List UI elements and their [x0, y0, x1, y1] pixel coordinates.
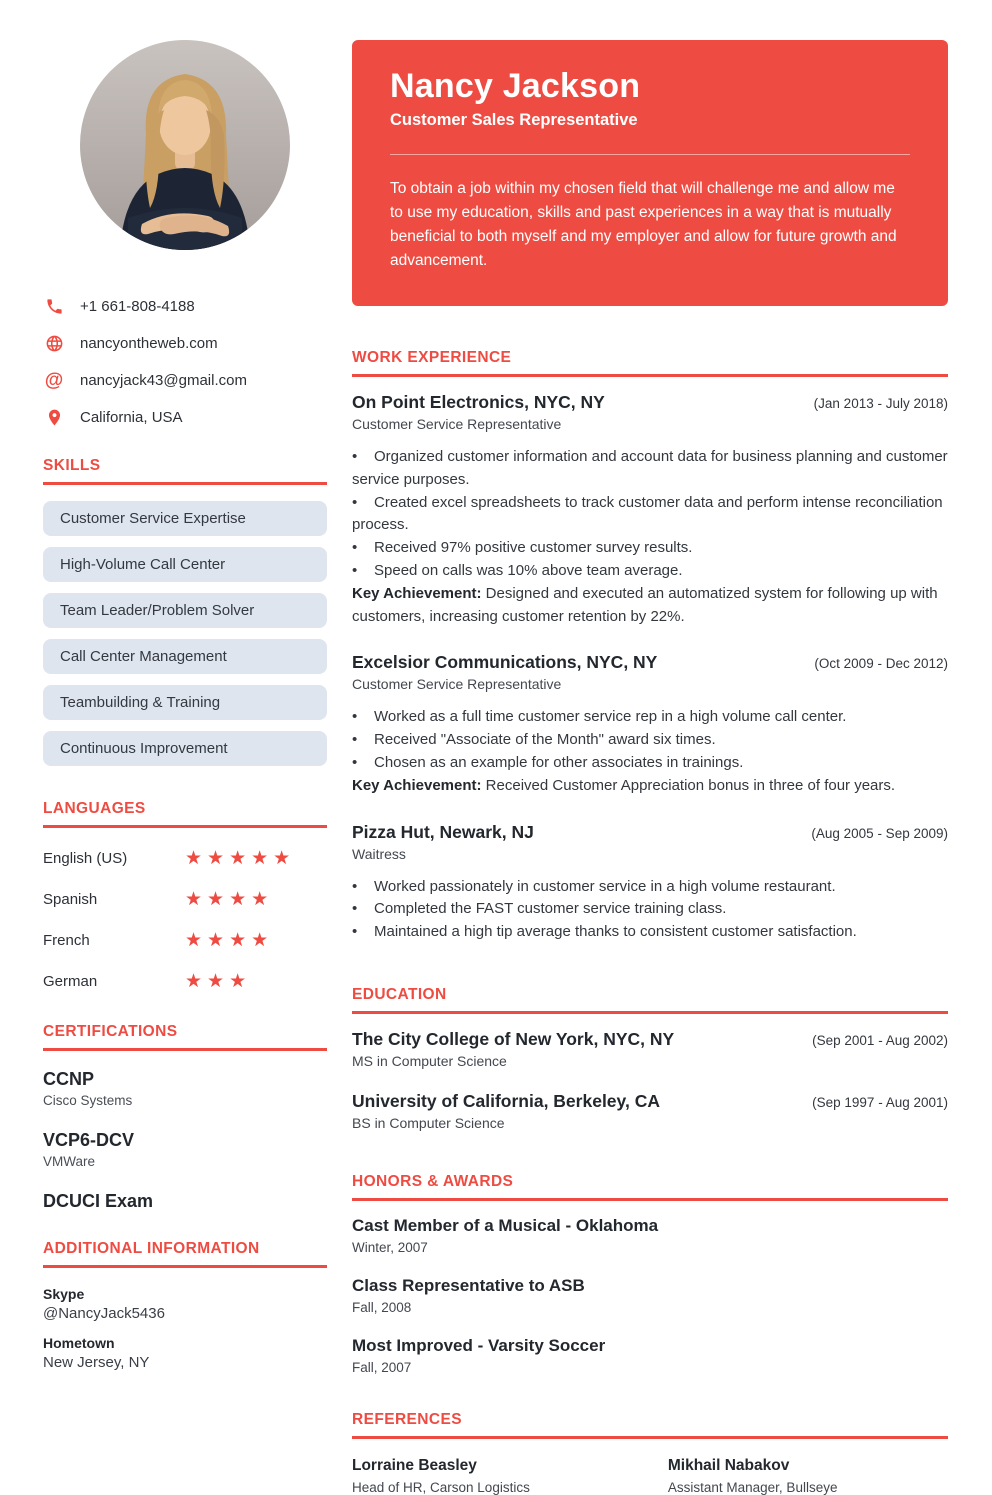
certification-item	[43, 1130, 327, 1169]
school-dates: (Sep 1997 - Aug 2001)	[812, 1095, 948, 1111]
language-star-rating: ★★★	[185, 971, 252, 992]
skills-heading: SKILLS	[43, 457, 327, 485]
education-entry	[352, 1029, 948, 1069]
skill-pill: Call Center Management	[43, 639, 327, 674]
bullet-item	[352, 729, 948, 752]
additional-info-value: @NancyJack5436	[43, 1305, 165, 1322]
certifications-heading: CERTIFICATIONS	[43, 1023, 327, 1051]
certification-item	[43, 1069, 327, 1108]
bullet-dot: •	[352, 923, 358, 941]
location-text: California, USA	[80, 408, 183, 426]
key-achievement	[352, 775, 948, 798]
certification-item	[43, 1191, 327, 1212]
job-role: Waitress	[352, 845, 406, 862]
language-name: English (US)	[43, 850, 128, 867]
bullet-dot: •	[352, 448, 358, 466]
bullet-text: Completed the FAST customer service training class.	[374, 900, 727, 918]
bullet-item	[352, 921, 948, 944]
bullet-dot: •	[352, 877, 358, 895]
degree: MS in Computer Science	[352, 1053, 507, 1070]
certification-name: VCP6-DCV	[43, 1130, 135, 1150]
bullet-text: Worked as a full time customer service rep in a high volume call center.	[374, 708, 847, 726]
references-heading: REFERENCES	[352, 1411, 948, 1439]
reference-role: Assistant Manager, Bullseye	[667, 1480, 838, 1495]
language-star-rating: ★★★★★	[185, 848, 296, 869]
language-row	[43, 891, 327, 909]
bullet-text: Maintained a high tip average thanks to consistent customer satisfaction.	[374, 923, 857, 941]
bullet-item	[352, 876, 948, 899]
website-url: nancyontheweb.com	[80, 334, 218, 352]
skill-pill: Customer Service Expertise	[43, 501, 327, 536]
profile-photo-illustration	[80, 40, 290, 250]
bullet-text: Created excel spreadsheets to track customer data and perform intense reconciliation process.	[352, 493, 943, 534]
key-achievement-text: Designed and executed an automatized system for following up with customers, increasing customer retention by 22%.	[352, 584, 938, 625]
certification-name: CCNP	[43, 1069, 95, 1089]
bullet-item	[352, 537, 948, 560]
job-entry	[352, 822, 948, 944]
certification-name: DCUCI Exam	[43, 1191, 154, 1211]
bullet-item	[352, 898, 948, 921]
job-bullets	[352, 446, 948, 628]
skill-pill: Teambuilding & Training	[43, 685, 327, 720]
award-date: Fall, 2007	[352, 1360, 412, 1376]
school-name: The City College of New York, NYC, NY	[352, 1029, 675, 1050]
bullet-item	[352, 446, 948, 492]
header-banner	[352, 40, 948, 306]
header-divider	[390, 154, 910, 155]
language-name: German	[43, 973, 98, 990]
additional-info-item	[43, 1286, 327, 1322]
reference-name: Lorraine Beasley	[352, 1457, 477, 1475]
award-name: Class Representative to ASB	[352, 1276, 585, 1296]
contact-phone	[43, 296, 327, 316]
language-star-rating: ★★★★	[185, 930, 274, 951]
bullet-item	[352, 560, 948, 583]
additional-info-heading: ADDITIONAL INFORMATION	[43, 1240, 327, 1268]
bullet-dot: •	[352, 754, 358, 772]
bullet-text: Received 97% positive customer survey results.	[374, 539, 693, 557]
bullet-dot: •	[352, 539, 358, 557]
bullet-item	[352, 492, 948, 538]
award-entry	[352, 1336, 948, 1375]
language-row	[43, 850, 327, 868]
key-achievement-label: Key Achievement:	[352, 584, 482, 602]
reference-name: Mikhail Nabakov	[667, 1457, 790, 1475]
additional-info-label: Skype	[43, 1286, 85, 1302]
job-bullets	[352, 876, 948, 944]
job-dates: (Aug 2005 - Sep 2009)	[811, 825, 948, 841]
job-role: Customer Service Representative	[352, 676, 562, 693]
key-achievement-text: Received Customer Appreciation bonus in three of four years.	[485, 776, 896, 794]
bullet-item	[352, 752, 948, 775]
award-date: Winter, 2007	[352, 1240, 428, 1256]
map-pin-icon	[43, 407, 65, 427]
certifications-list	[43, 1069, 327, 1212]
certification-org: Cisco Systems	[43, 1093, 133, 1108]
bullet-text: Chosen as an example for other associates in trainings.	[374, 754, 744, 772]
references-list	[352, 1457, 948, 1495]
job-header	[352, 652, 948, 673]
languages-list	[43, 850, 327, 991]
additional-info-list	[43, 1286, 327, 1371]
languages-heading: LANGUAGES	[43, 800, 327, 828]
reference-role: Head of HR, Carson Logistics	[352, 1480, 530, 1495]
key-achievement	[352, 583, 948, 629]
degree: BS in Computer Science	[352, 1115, 505, 1132]
award-entry	[352, 1216, 948, 1255]
bullet-dot: •	[352, 731, 358, 749]
award-name: Cast Member of a Musical - Oklahoma	[352, 1216, 659, 1236]
reference-entry	[352, 1457, 668, 1495]
award-name: Most Improved - Varsity Soccer	[352, 1336, 606, 1356]
language-name: French	[43, 932, 90, 949]
bullet-text: Worked passionately in customer service in a high volume restaurant.	[374, 877, 836, 895]
job-bullets	[352, 706, 948, 797]
person-name: Nancy Jackson	[390, 67, 641, 105]
bullet-dot: •	[352, 900, 358, 918]
skills-list	[43, 501, 327, 766]
bullet-dot: •	[352, 708, 358, 726]
job-company: Excelsior Communications, NYC, NY	[352, 652, 658, 673]
sidebar	[43, 40, 327, 1394]
language-star-rating: ★★★★	[185, 889, 274, 910]
job-header	[352, 392, 948, 413]
main-column	[352, 40, 948, 1495]
job-title: Customer Sales Representative	[390, 111, 638, 129]
additional-info-value: New Jersey, NY	[43, 1354, 150, 1371]
school-name: University of California, Berkeley, CA	[352, 1091, 660, 1112]
education-header	[352, 1029, 948, 1050]
language-name: Spanish	[43, 891, 98, 908]
job-entry	[352, 652, 948, 797]
job-dates: (Oct 2009 - Dec 2012)	[814, 656, 948, 672]
contact-email	[43, 370, 327, 390]
language-row	[43, 932, 327, 950]
contact-website	[43, 333, 327, 353]
additional-info-item	[43, 1335, 327, 1371]
bullet-text: Received "Associate of the Month" award six times.	[374, 731, 716, 749]
award-entry	[352, 1276, 948, 1315]
language-row	[43, 973, 327, 991]
email-address: nancyjack43@gmail.com	[80, 371, 247, 389]
work-experience-heading: WORK EXPERIENCE	[352, 349, 948, 377]
bullet-dot: •	[352, 562, 358, 580]
bullet-item	[352, 706, 948, 729]
globe-icon	[43, 333, 65, 353]
profile-photo	[80, 40, 290, 250]
award-date: Fall, 2008	[352, 1300, 412, 1316]
certification-org: VMWare	[43, 1154, 96, 1169]
job-header	[352, 822, 948, 843]
job-company: On Point Electronics, NYC, NY	[352, 392, 605, 413]
additional-info-label: Hometown	[43, 1335, 115, 1351]
honors-heading: HONORS & AWARDS	[352, 1173, 948, 1201]
skill-pill: High-Volume Call Center	[43, 547, 327, 582]
key-achievement-label: Key Achievement:	[352, 776, 482, 794]
skill-pill: Team Leader/Problem Solver	[43, 593, 327, 628]
job-dates: (Jan 2013 - July 2018)	[813, 396, 948, 412]
phone-icon	[43, 296, 65, 316]
at-icon: @	[44, 369, 64, 391]
objective-text: To obtain a job within my chosen field that will challenge me and allow me to use my education, skills and past experiences in a way that is mutually beneficial to both myself and my employer and allow for future growth and advancement.	[390, 180, 897, 270]
job-company: Pizza Hut, Newark, NJ	[352, 821, 534, 842]
bullet-text: Speed on calls was 10% above team average.	[374, 562, 683, 580]
school-dates: (Sep 2001 - Aug 2002)	[812, 1033, 948, 1049]
skill-pill: Continuous Improvement	[43, 731, 327, 766]
education-header	[352, 1091, 948, 1112]
phone-number: +1 661-808-4188	[80, 297, 195, 315]
contact-location	[43, 407, 327, 427]
bullet-text: Organized customer information and account data for business planning and customer service purposes.	[352, 448, 948, 488]
job-role: Customer Service Representative	[352, 416, 562, 433]
job-entry	[352, 392, 948, 628]
bullet-dot: •	[352, 493, 358, 511]
reference-entry	[668, 1457, 948, 1495]
education-heading: EDUCATION	[352, 986, 948, 1014]
education-entry	[352, 1091, 948, 1131]
